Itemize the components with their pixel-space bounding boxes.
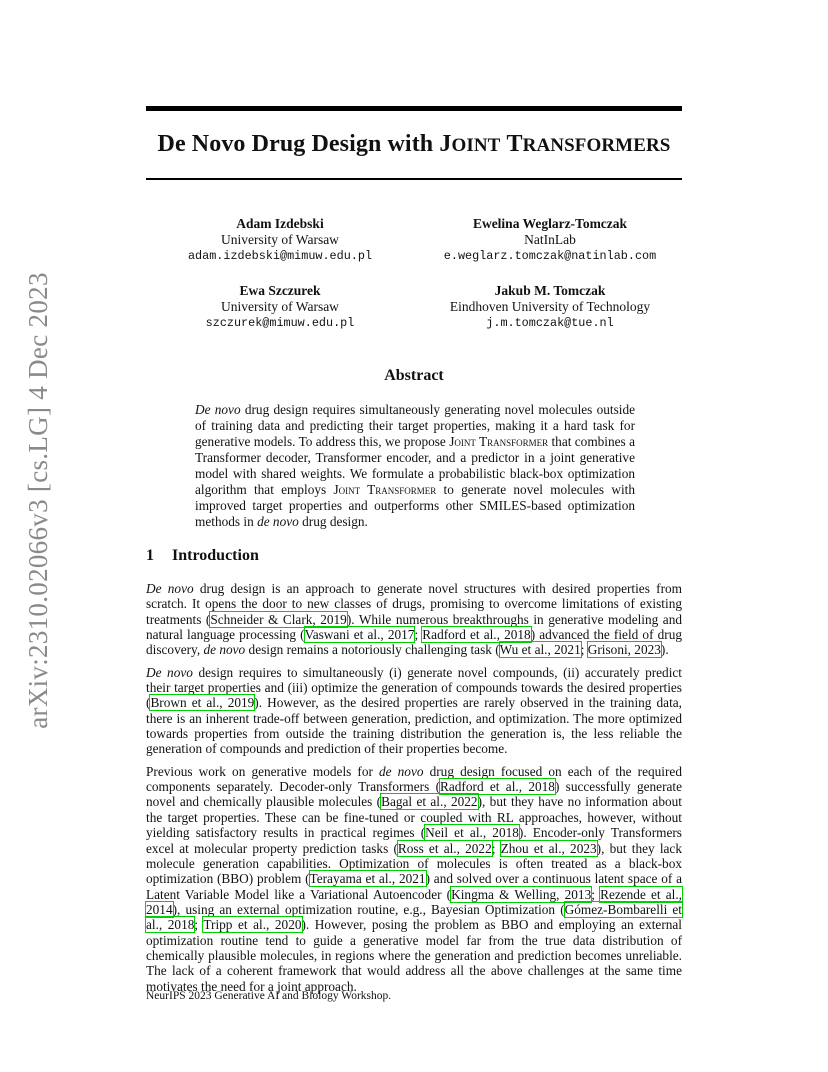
paper-title: De Novo Drug Design with JOINT TRANSFORMERS bbox=[157, 131, 671, 157]
paragraph: De novo design requires to simultaneously (i) generate novel compounds, (ii) accurately predict their target properties and (iii) optimize the generation of compounds towards the desired properties (Brown et al., 2019). However, as the desired properties are rarely observed in the training data, there is an inherent trade-off between generation, prediction, and optimization. The more optimized towards properties from outside the training distribution the generation is, the less reliable the generation of compounds and prediction of their properties become. bbox=[146, 664, 682, 757]
section-heading: 1 Introduction bbox=[146, 547, 259, 564]
author-email[interactable]: j.m.tomczak@tue.nl bbox=[486, 316, 614, 330]
citation-link[interactable]: Tripp et al., 2020 bbox=[203, 917, 302, 933]
author-affiliation: University of Warsaw bbox=[221, 232, 339, 247]
footer-note: NeurIPS 2023 Generative AI and Biology Workshop. bbox=[146, 990, 392, 1002]
author-email[interactable]: adam.izdebski@mimuw.edu.pl bbox=[187, 249, 373, 263]
author-name: Jakub M. Tomczak bbox=[494, 283, 606, 298]
citation-link[interactable]: Rezende et al., 2014 bbox=[146, 886, 682, 917]
author-name: Ewa Szczurek bbox=[239, 283, 321, 298]
citation-link[interactable]: Kingma & Welling, 2013 bbox=[451, 886, 592, 902]
citation-link[interactable]: Radford et al., 2018 bbox=[440, 779, 555, 795]
title-bottom-rule bbox=[146, 178, 682, 180]
citation-link[interactable]: Bagal et al., 2022 bbox=[381, 794, 478, 810]
citation-link[interactable]: Radford et al., 2018 bbox=[422, 627, 531, 643]
citation-link[interactable]: Schneider & Clark, 2019 bbox=[210, 611, 347, 627]
author-block bbox=[420, 216, 680, 264]
citation-link[interactable]: Terayama et al., 2021 bbox=[309, 871, 426, 887]
author-affiliation: Eindhoven University of Technology bbox=[449, 299, 651, 314]
citation-link[interactable]: Wu et al., 2021 bbox=[499, 642, 581, 658]
citation-link[interactable]: Zhou et al., 2023 bbox=[500, 840, 597, 856]
author-block bbox=[170, 283, 390, 331]
citation-link[interactable]: Vaswani et al., 2017 bbox=[304, 627, 415, 643]
abstract-heading: Abstract bbox=[384, 367, 444, 384]
citation-link[interactable]: Neil et al., 2018 bbox=[425, 825, 519, 841]
author-affiliation: NatInLab bbox=[524, 232, 576, 247]
abstract-text: De novo drug design requires simultaneously generating novel molecules outside of training data and predicting their target properties, making it a hard task for generative models. To address this, we propose Joint Transformer that combines a Transformer decoder, Transformer encoder, and a predictor in a joint generative model with shared weights. We formulate a probabilistic black-box optimization algorithm that employs Joint Transformer to generate novel molecules with improved target properties and outperforms other SMILES-based optimization methods in de novo drug design. bbox=[195, 402, 635, 529]
author-block bbox=[420, 283, 680, 331]
citation-link[interactable]: Grisoni, 2023 bbox=[587, 642, 661, 658]
citation-link[interactable]: Gómez-Bombarelli et al., 2018 bbox=[146, 901, 682, 933]
citation-link[interactable]: Brown et al., 2019 bbox=[150, 695, 255, 711]
author-affiliation: University of Warsaw bbox=[221, 299, 339, 314]
introduction-body bbox=[146, 581, 682, 1001]
author-email[interactable]: szczurek@mimuw.edu.pl bbox=[205, 316, 355, 330]
citation-link[interactable]: Ross et al., 2022 bbox=[397, 840, 492, 856]
paragraph: De novo drug design is an approach to generate novel structures with desired properties from scratch. It opens the door to new classes of drugs, promising to overcome limitations of existing treatments (Schneider & Clark, 2019). While numerous breakthroughs in generative modeling and natural language processing (Vaswani et al., 2017; Radford et al., 2018) advanced the field of drug discovery, de novo design remains a notoriously challenging task (Wu et al., 2021; Grisoni, 2023). bbox=[146, 581, 683, 658]
author-email[interactable]: e.weglarz.tomczak@natinlab.com bbox=[443, 249, 657, 263]
arxiv-identifier: arXiv:2310.02066v3 [cs.LG] 4 Dec 2023 bbox=[22, 271, 53, 729]
author-name: Ewelina Weglarz-Tomczak bbox=[472, 216, 628, 231]
paragraph: Previous work on generative models for de novo drug design focused on each of the required components separately. Decoder-only Transformers (Radford et al., 2018) successfully generate novel and chemically plausible molecules (Bagal et al., 2022), but they have no information about the target properties. These can be fine-tuned or coupled with RL approaches, however, without yielding satisfactory results in practical regimes (Neil et al., 2018). Encoder-only Transformers excel at molecular property prediction tasks (Ross et al., 2022; Zhou et al., 2023), but they lack molecule generation capabilities. Optimization of molecules is often treated as a black-box optimization (BBO) problem (Terayama et al., 2021) and solved over a continuous latent space of a Latent Variable Model like a Variational Autoencoder (Kingma & Welling, 2013; Rezende et al., 2014), using an external optimization routine, e.g., Bayesian Optimization (Gómez-Bombarelli et al., 2018; Tripp et al., 2020). However, posing the problem as BBO and employing an external optimization routine tend to guide a generative model far from the true data distribution of chemically plausible molecules, in regions where the generation and prediction becomes unreliable. The lack of a coherent framework that would address all the above challenges at the same time motivates the need for a joint approach. bbox=[146, 763, 683, 994]
author-name: Adam Izdebski bbox=[236, 216, 324, 231]
author-block bbox=[170, 216, 390, 264]
title-top-rule bbox=[146, 106, 682, 111]
